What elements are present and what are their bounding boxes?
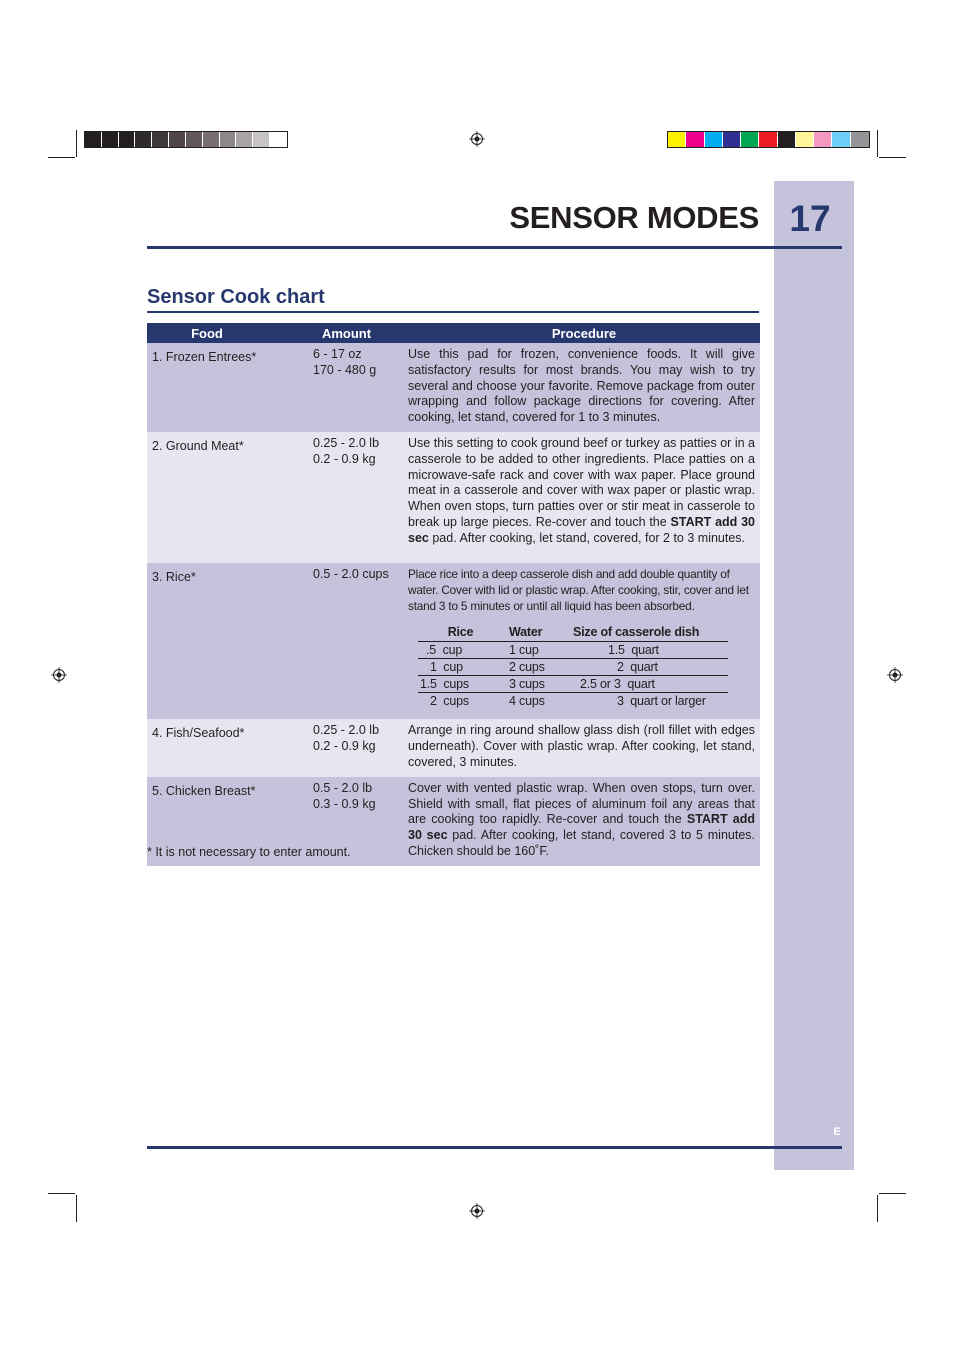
color-swatch	[186, 132, 203, 147]
page-number: 17	[789, 198, 831, 239]
water-header: Water	[503, 625, 573, 642]
section-rule	[147, 311, 759, 313]
color-swatch	[814, 132, 832, 147]
sensor-cook-table	[147, 323, 760, 866]
amount-imperial: 0.25 - 2.0 lb	[313, 723, 380, 738]
table-header-row	[147, 323, 760, 343]
rice-amount: 2 cups	[430, 694, 469, 709]
procedure-text: pad. After cooking, let stand, covered, for 2 to 3 minutes.	[432, 530, 746, 545]
crop-mark	[48, 157, 75, 158]
language-indicator: E	[833, 1126, 841, 1138]
registration-mark-icon	[469, 131, 485, 147]
crop-mark	[879, 157, 906, 158]
registration-mark-icon	[469, 1203, 485, 1219]
table-row	[147, 343, 760, 432]
dish-size: 2.5 or 3 quart	[573, 676, 728, 693]
rice-table-row	[418, 676, 728, 693]
color-swatch	[270, 132, 287, 147]
water-amount: 4 cups	[509, 694, 545, 709]
amount-imperial: 6 - 17 oz	[313, 347, 362, 361]
rice-table-row	[418, 642, 728, 659]
pad-name: START add 30 sec	[408, 514, 755, 545]
amount-imperial: 0.25 - 2.0 lb	[313, 435, 380, 450]
color-swatch	[723, 132, 741, 147]
color-swatch	[135, 132, 152, 147]
crop-mark	[76, 1195, 77, 1222]
procedure-text: Use this setting to cook ground beef or turkey as patties or in a casserole to be added to other ingredients. Place patties on a microwave-safe rack and cover with wax paper. Place ground meat in a casserole and cover with wax paper or plastic wrap. When oven stops, turn patties over or stir meat in casserole to break up large pieces. Re-cover and touch the	[408, 435, 755, 529]
procedure-text: pad. After cooking, let stand, covered 3 to 5 minutes. Chicken should be 160˚F.	[408, 828, 755, 858]
food-cell: 5. Chicken Breast*	[147, 777, 313, 866]
table-row	[147, 563, 760, 719]
color-swatch	[85, 132, 102, 147]
amount-volume: 0.5 - 2.0 cups	[313, 566, 389, 581]
rice-table-row	[418, 693, 728, 710]
procedure-cell: Arrange in ring around shallow glass dish (roll fillet with edges underneath). Cover with plastic wrap. After cooking, let stand, covered, 3 minutes.	[408, 719, 760, 776]
color-swatch	[778, 132, 796, 147]
color-swatch	[152, 132, 169, 147]
amount-metric: 0.2 - 0.9 kg	[313, 739, 376, 754]
dish-size: 2 quart	[573, 659, 728, 676]
crop-mark	[48, 1193, 75, 1194]
color-swatch	[796, 132, 814, 147]
amount-cell	[313, 719, 408, 776]
registration-mark-icon	[887, 667, 903, 683]
amount-metric: 170 - 480 g	[313, 362, 377, 377]
amount-cell	[313, 563, 408, 719]
dish-size-header: Size of casserole dish	[573, 625, 728, 642]
water-amount: 3 cups	[503, 676, 573, 693]
color-swatch	[686, 132, 704, 147]
table-row	[147, 719, 760, 776]
rice-amount: .5 cup	[418, 642, 503, 659]
amount-cell	[313, 432, 408, 563]
section-title: Sensor Cook chart	[147, 286, 325, 308]
food-cell: 2. Ground Meat*	[147, 432, 313, 563]
rice-amount: 1.5 cups	[418, 676, 503, 693]
crop-mark	[76, 130, 77, 157]
color-swatch	[203, 132, 220, 147]
color-swatch	[759, 132, 777, 147]
procedure-cell	[408, 777, 760, 866]
crop-mark	[877, 130, 878, 157]
water-amount: 2 cups	[503, 659, 573, 676]
crop-mark	[879, 1193, 906, 1194]
rice-header: Rice	[418, 625, 503, 642]
procedure-text: Cover with vented plastic wrap. When oven stops, turn over. Shield with small, flat pieces of aluminum foil any areas that are cooking too rapidly. Re-cover and touch the	[408, 780, 755, 827]
footer-rule	[147, 1146, 842, 1149]
color-swatch	[741, 132, 759, 147]
color-swatch	[832, 132, 850, 147]
dish-size: 3 quart or larger	[617, 694, 706, 709]
color-swatch	[119, 132, 136, 147]
food-cell: 4. Fish/Seafood*	[147, 719, 313, 776]
water-amount: 1 cup	[503, 642, 573, 659]
registration-mark-icon	[51, 667, 67, 683]
food-cell: 1. Frozen Entrees*	[147, 343, 313, 432]
amount-metric: 0.3 - 0.9 kg	[313, 796, 376, 811]
column-header-food: Food	[147, 323, 313, 343]
dish-size: 1.5 quart	[573, 642, 728, 659]
food-cell: 3. Rice*	[147, 563, 313, 719]
rice-amount: 1 cup	[418, 659, 503, 676]
color-swatch	[220, 132, 237, 147]
color-swatch	[169, 132, 186, 147]
rice-table-row	[418, 659, 728, 676]
procedure-cell: Use this pad for frozen, convenience foods. It will give satisfactory results for most brands. You may wish to try several and choose your favorite. Remove package from outer wrapping and follow package directions for covering. After cooking, let stand, covered for 1 to 3 minutes.	[408, 343, 760, 432]
amount-metric: 0.2 - 0.9 kg	[313, 451, 376, 466]
side-tab	[774, 181, 854, 1170]
color-swatch	[236, 132, 253, 147]
amount-cell	[313, 343, 408, 432]
procedure-text: Place rice into a deep casserole dish and add double quantity of water. Cover with lid or plastic wrap. After cooking, stir, cover and let stand 3 to 5 minutes or until all liquid has been absorbed.	[408, 566, 749, 613]
grayscale-bar	[84, 131, 288, 148]
page-title: SENSOR MODES	[509, 200, 759, 235]
procedure-cell	[408, 432, 760, 563]
rice-water-table	[418, 625, 728, 709]
color-calibration-bar	[667, 131, 870, 148]
pad-name: START add 30 sec	[408, 812, 755, 843]
column-header-procedure: Procedure	[408, 323, 760, 343]
color-swatch	[705, 132, 723, 147]
header-rule	[147, 246, 842, 249]
amount-imperial: 0.5 - 2.0 lb	[313, 780, 373, 795]
crop-mark	[877, 1195, 878, 1222]
color-swatch	[102, 132, 119, 147]
color-swatch	[668, 132, 686, 147]
footnote: * It is not necessary to enter amount.	[147, 845, 351, 859]
column-header-amount: Amount	[313, 323, 408, 343]
color-swatch	[253, 132, 270, 147]
procedure-cell	[408, 563, 760, 719]
table-row	[147, 432, 760, 563]
color-swatch	[851, 132, 869, 147]
